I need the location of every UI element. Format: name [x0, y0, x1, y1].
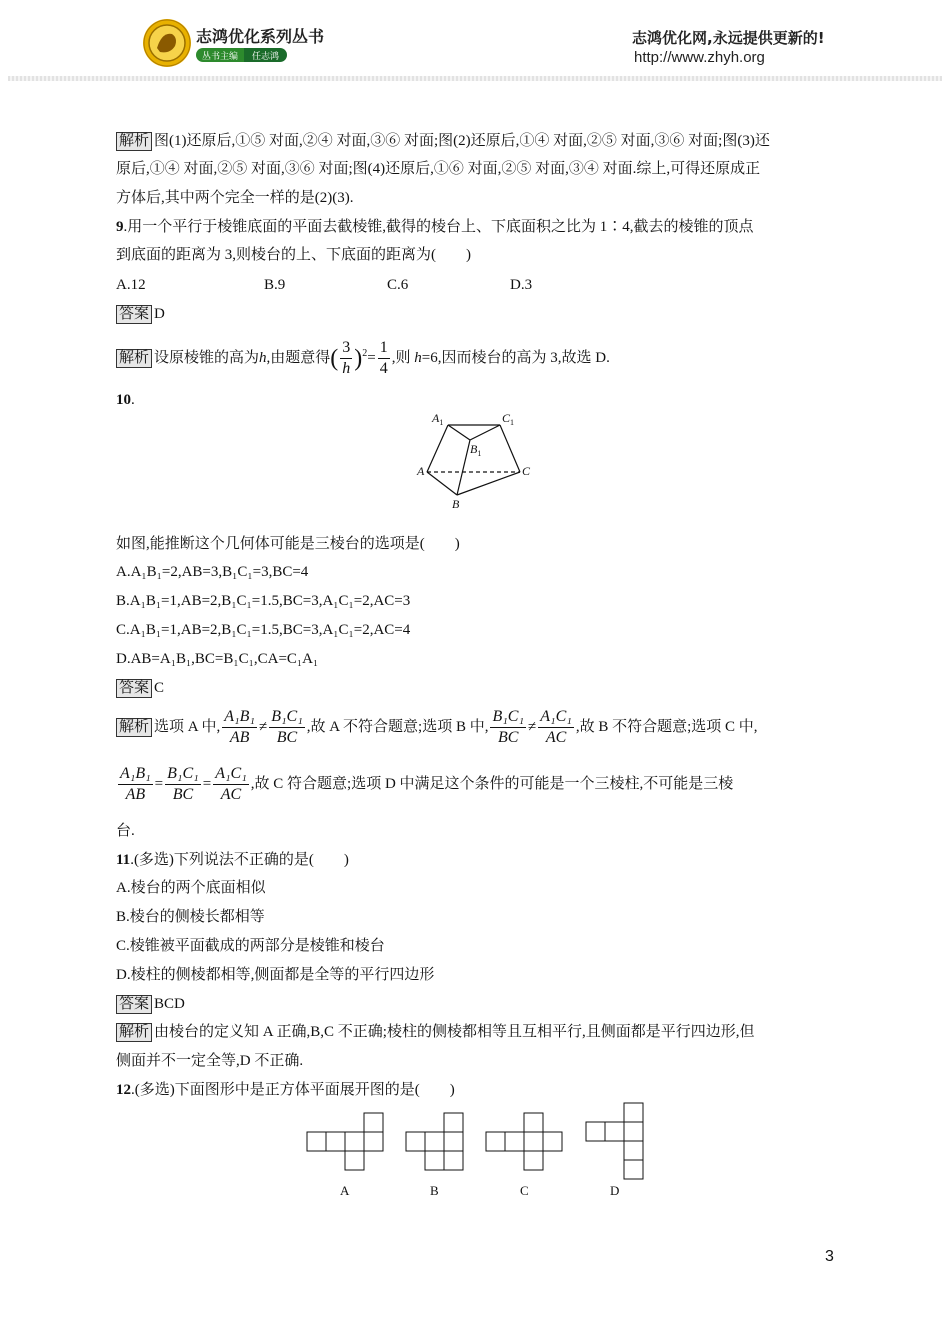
fraction-b1c1-bc: [269, 707, 305, 748]
frac-den: AC: [545, 729, 567, 747]
answer-tag: 答案: [116, 995, 152, 1014]
q11-analysis-line1: [116, 1023, 754, 1042]
page-number: 3: [825, 1248, 834, 1265]
q8-analysis-line2: 原后,①④ 对面,②⑤ 对面,③⑥ 对面;图(4)还原后,①⑥ 对面,②⑤ 对面,③④ 对面.综上,可得还原成正: [116, 161, 761, 177]
neq-sign: ≠: [258, 719, 268, 735]
net-b-cell: [444, 1132, 463, 1151]
frac-den: AC: [220, 786, 242, 804]
net-b-cell: [444, 1151, 463, 1170]
website-url[interactable]: http://www.zhyh.org: [634, 49, 765, 66]
eq-sign: =: [202, 776, 212, 792]
net-a-cell: [326, 1132, 345, 1151]
net-label-c: C: [520, 1183, 529, 1198]
net-b-cell: [425, 1132, 444, 1151]
series-title: 志鸿优化系列丛书: [196, 27, 325, 46]
net-d-cell: [624, 1160, 643, 1179]
q10-analysis-t2: ,故 A 不符合题意;选项 B 中,: [306, 719, 489, 735]
q10-answer: [116, 679, 164, 698]
answer-tag: 答案: [116, 305, 152, 324]
q11-option-c: C.棱锥被平面截成的两部分是棱锥和棱台: [116, 938, 385, 954]
q10-option-b: B.A₁B₁=1,AB=2,B₁C₁=1.5,BC=3,A₁C₁=2,AC=3: [116, 593, 411, 609]
label-b1: $B_1$: [470, 442, 482, 458]
q9-analysis-post1: ,则: [391, 350, 415, 366]
fraction-b1c1-bc-2: [490, 707, 526, 748]
analysis-tag: 解析: [116, 718, 152, 737]
edge-ab: [427, 472, 457, 495]
net-c-cell: [524, 1132, 543, 1151]
edge-aa1: [427, 425, 448, 472]
fraction-1-over-4: [378, 338, 390, 379]
edge-bc: [457, 472, 520, 495]
net-a-cell: [364, 1132, 383, 1151]
fraction-a1b1-ab: [222, 707, 257, 748]
cube-nets-figure: [300, 1100, 660, 1205]
edge-a1b1: [448, 425, 470, 440]
frac-num: B₁C₁: [490, 707, 526, 728]
paren-open: (: [330, 345, 339, 372]
q9-option-d: D.3: [510, 277, 533, 293]
editor-name: 任志鸿: [244, 48, 287, 62]
frac-num: B₁C₁: [165, 764, 201, 785]
q10-analysis-t1: 选项 A 中,: [154, 719, 221, 735]
editor-badge: [196, 48, 287, 62]
q9-analysis-pre: 设原棱锥的高为: [154, 350, 260, 366]
fraction-b1c1-bc-3: [165, 764, 201, 805]
net-d-cell: [624, 1122, 643, 1141]
net-label-b: B: [430, 1183, 439, 1198]
q9-option-b: B.9: [264, 277, 286, 293]
q9-options: [116, 276, 532, 294]
q10-option-d: D.AB=A₁B₁,BC=B₁C₁,CA=C₁A₁: [116, 651, 319, 667]
paren-close: ): [354, 345, 363, 372]
q10-analysis-line2: [116, 762, 733, 806]
q8-analysis-line3: 方体后,其中两个完全一样的是(2)(3).: [116, 190, 354, 206]
label-a: A: [417, 464, 425, 478]
q9-answer-value: D: [154, 306, 165, 322]
frac-num: B₁C₁: [269, 707, 305, 728]
net-a-cell: [364, 1113, 383, 1132]
q9-analysis-var2: h: [414, 350, 422, 366]
frac-num: A₁B₁: [118, 764, 153, 785]
q9-number: 9: [116, 219, 124, 235]
q10-analysis-t3: ,故 B 不符合题意;选项 C 中,: [575, 719, 758, 735]
net-c-cell: [505, 1132, 524, 1151]
analysis-tag: 解析: [116, 1023, 152, 1042]
net-d-cell: [586, 1122, 605, 1141]
fraction-3-over-h: [340, 338, 352, 379]
net-label-d: D: [610, 1183, 620, 1198]
q10-analysis-line1: [116, 705, 758, 749]
q12-stem-text: .(多选)下面图形中是正方体平面展开图的是( ): [131, 1082, 455, 1098]
q10-stem: 如图,能推断这个几何体可能是三棱台的选项是( ): [116, 536, 460, 552]
net-d-cell: [605, 1122, 624, 1141]
q10-dot: .: [131, 392, 135, 408]
q10-number-line: [116, 391, 135, 409]
fraction-a1c1-ac-2: [213, 764, 249, 805]
q11-answer: [116, 995, 185, 1014]
q11-analysis-line2: 侧面并不一定全等,D 不正确.: [116, 1053, 304, 1069]
q11-stem: [116, 851, 349, 869]
frustum-figure: [410, 405, 540, 515]
frac-num: A₁C₁: [538, 707, 574, 728]
q11-option-b: B.棱台的侧棱长都相等: [116, 909, 265, 925]
q9-stem-line2: 到底面的距离为 3,则棱台的上、下底面的距离为( ): [116, 247, 471, 263]
net-d-cell: [624, 1103, 643, 1122]
frac-den: AB: [229, 729, 250, 747]
edge-b1c1: [470, 425, 500, 440]
analysis-tag: 解析: [116, 349, 152, 368]
net-c-cell: [524, 1151, 543, 1170]
logo-seal-icon: [142, 18, 192, 68]
net-b-cell: [425, 1151, 444, 1170]
frac-num: 3: [340, 338, 352, 359]
q9-option-a: A.12: [116, 277, 146, 293]
q9-analysis-post3: =6,因而棱台的高为 3,故选 D.: [421, 350, 610, 366]
q12-number: 12: [116, 1082, 131, 1098]
q9-analysis-mid: ,由题意得: [266, 350, 331, 366]
q12-stem: [116, 1081, 455, 1099]
q10-answer-value: C: [154, 680, 165, 696]
q10-option-c: C.A₁B₁=1,AB=2,B₁C₁=1.5,BC=3,A₁C₁=2,AC=4: [116, 622, 411, 638]
header: [0, 0, 950, 80]
frac-den: BC: [172, 786, 194, 804]
q10-number: 10: [116, 392, 131, 408]
frac-num: A₁B₁: [222, 707, 257, 728]
net-d-cell: [624, 1141, 643, 1160]
frac-den: h: [342, 360, 351, 378]
analysis-tag: 解析: [116, 132, 152, 151]
fraction-a1b1-ab-2: [118, 764, 153, 805]
q9-analysis: [116, 334, 610, 376]
q11-answer-value: BCD: [154, 996, 185, 1012]
slogan: 志鸿优化网,永远提供更新的!: [632, 29, 825, 47]
edge-bb1: [457, 440, 470, 495]
q11-number: 11: [116, 852, 131, 868]
frac-den: 4: [379, 360, 388, 378]
exponent: 2: [362, 348, 368, 359]
net-b-cell: [444, 1113, 463, 1132]
q11-option-a: A.棱台的两个底面相似: [116, 880, 266, 896]
editor-label: 丛书主编: [196, 48, 244, 62]
net-c-cell: [486, 1132, 505, 1151]
q10-analysis-line3: 台.: [116, 823, 135, 839]
frac-den: BC: [276, 729, 298, 747]
q10-analysis-t4: ,故 C 符合题意;选项 D 中满足这个条件的可能是一个三棱柱,不可能是三棱: [250, 776, 734, 792]
answer-tag: 答案: [116, 679, 152, 698]
neq-sign: ≠: [528, 719, 537, 735]
q9-stem-line1: [116, 218, 754, 236]
label-c1: $C_1$: [502, 411, 515, 427]
equals: =: [367, 350, 376, 366]
edge-cc1: [500, 425, 520, 472]
net-a-cell: [345, 1151, 364, 1170]
net-label-a: A: [340, 1183, 350, 1198]
header-rule: [8, 76, 942, 81]
q9-option-c: C.6: [387, 277, 409, 293]
q8-analysis-line1: [116, 132, 770, 151]
net-c-cell: [543, 1132, 562, 1151]
frac-num: 1: [378, 338, 390, 359]
net-b-cell: [406, 1132, 425, 1151]
frac-den: AB: [125, 786, 146, 804]
net-c-cell: [524, 1113, 543, 1132]
q9-answer: [116, 305, 165, 324]
label-c: C: [522, 464, 531, 478]
q9-stem-text1: .用一个平行于棱锥底面的平面去截棱锥,截得的棱台上、下底面积之比为 1∶4,截去的棱锥的顶点: [123, 219, 754, 235]
net-a-cell: [307, 1132, 326, 1151]
q11-option-d: D.棱柱的侧棱都相等,侧面都是全等的平行四边形: [116, 967, 435, 983]
net-a-cell: [345, 1132, 364, 1151]
frac-num: A₁C₁: [213, 764, 249, 785]
label-b: B: [452, 497, 460, 511]
q11-analysis-text1: 由棱台的定义知 A 正确,B,C 不正确;棱柱的侧棱都相等且互相平行,且侧面都是平行四边形,但: [154, 1024, 755, 1040]
fraction-a1c1-ac: [538, 707, 574, 748]
frac-den: BC: [498, 729, 519, 747]
q10-option-a: A.A₁B₁=2,AB=3,B₁C₁=3,BC=4: [116, 564, 309, 580]
eq-sign: =: [154, 776, 164, 792]
q9-analysis-var: h: [259, 350, 267, 366]
label-a1: $A_1$: [432, 411, 444, 427]
q11-stem-text: .(多选)下列说法不正确的是( ): [130, 852, 349, 868]
q8-analysis-text1: 图(1)还原后,①⑤ 对面,②④ 对面,③⑥ 对面;图(2)还原后,①④ 对面,②⑤ 对面,③⑥ 对面;图(3)还: [154, 133, 770, 149]
